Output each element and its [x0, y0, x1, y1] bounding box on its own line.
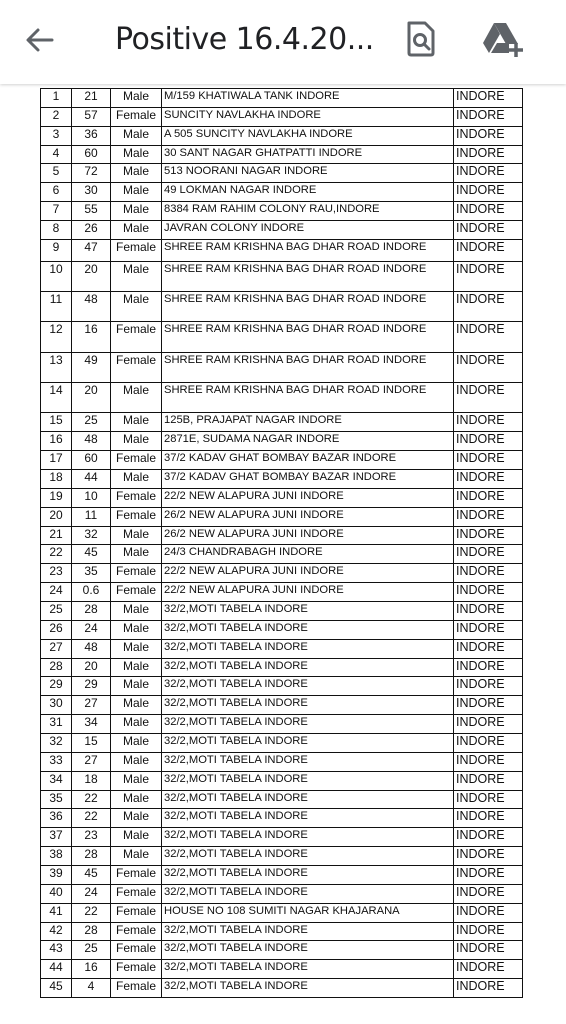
- table-row: [41, 221, 523, 240]
- serial-cell: 3: [41, 126, 72, 145]
- serial-cell: 7: [41, 202, 72, 221]
- serial-cell: 42: [41, 922, 72, 941]
- serial-cell: 43: [41, 941, 72, 960]
- serial-cell: 39: [41, 865, 72, 884]
- serial-cell: 18: [41, 469, 72, 488]
- age-cell: 20: [72, 261, 111, 291]
- age-cell: 44: [72, 469, 111, 488]
- gender-cell: Female: [111, 941, 162, 960]
- age-cell: 27: [72, 696, 111, 715]
- city-cell: INDORE: [454, 884, 523, 903]
- serial-cell: 27: [41, 639, 72, 658]
- age-cell: 10: [72, 488, 111, 507]
- address-cell: 22/2 NEW ALAPURA JUNI INDORE: [162, 488, 454, 507]
- city-cell: INDORE: [454, 677, 523, 696]
- serial-cell: 5: [41, 164, 72, 183]
- table-row: [41, 809, 523, 828]
- serial-cell: 33: [41, 752, 72, 771]
- gender-cell: Male: [111, 292, 162, 322]
- table-row: [41, 583, 523, 602]
- city-cell: INDORE: [454, 847, 523, 866]
- address-cell: 32/2,MOTI TABELA INDORE: [162, 847, 454, 866]
- age-cell: 0.6: [72, 583, 111, 602]
- city-cell: INDORE: [454, 903, 523, 922]
- address-cell: M/159 KHATIWALA TANK INDORE: [162, 89, 454, 108]
- gender-cell: Female: [111, 979, 162, 998]
- table-row: [41, 322, 523, 352]
- age-cell: 15: [72, 733, 111, 752]
- age-cell: 45: [72, 865, 111, 884]
- serial-cell: 32: [41, 733, 72, 752]
- age-cell: 25: [72, 941, 111, 960]
- gender-cell: Female: [111, 960, 162, 979]
- city-cell: INDORE: [454, 507, 523, 526]
- gender-cell: Male: [111, 202, 162, 221]
- gender-cell: Male: [111, 677, 162, 696]
- city-cell: INDORE: [454, 733, 523, 752]
- table-row: [41, 261, 523, 291]
- address-cell: 26/2 NEW ALAPURA JUNI INDORE: [162, 507, 454, 526]
- gender-cell: Male: [111, 526, 162, 545]
- table-row: [41, 432, 523, 451]
- serial-cell: 16: [41, 432, 72, 451]
- city-cell: INDORE: [454, 941, 523, 960]
- age-cell: 48: [72, 639, 111, 658]
- serial-cell: 1: [41, 89, 72, 108]
- age-cell: 18: [72, 771, 111, 790]
- gender-cell: Male: [111, 809, 162, 828]
- age-cell: 28: [72, 847, 111, 866]
- age-cell: 22: [72, 790, 111, 809]
- serial-cell: 25: [41, 601, 72, 620]
- address-cell: 32/2,MOTI TABELA INDORE: [162, 677, 454, 696]
- table-row: [41, 979, 523, 998]
- gender-cell: Male: [111, 601, 162, 620]
- gender-cell: Female: [111, 583, 162, 602]
- gender-cell: Male: [111, 432, 162, 451]
- gender-cell: Male: [111, 126, 162, 145]
- table-row: [41, 865, 523, 884]
- age-cell: 20: [72, 383, 111, 413]
- table-row: [41, 847, 523, 866]
- table-row: [41, 164, 523, 183]
- table-row: [41, 383, 523, 413]
- age-cell: 22: [72, 903, 111, 922]
- city-cell: INDORE: [454, 658, 523, 677]
- table-row: [41, 292, 523, 322]
- city-cell: INDORE: [454, 107, 523, 126]
- city-cell: INDORE: [454, 322, 523, 352]
- gender-cell: Male: [111, 696, 162, 715]
- table-row: [41, 620, 523, 639]
- age-cell: 72: [72, 164, 111, 183]
- address-cell: 32/2,MOTI TABELA INDORE: [162, 620, 454, 639]
- table-row: [41, 771, 523, 790]
- serial-cell: 37: [41, 828, 72, 847]
- age-cell: 35: [72, 564, 111, 583]
- gender-cell: Female: [111, 107, 162, 126]
- address-cell: A 505 SUNCITY NAVLAKHA INDORE: [162, 126, 454, 145]
- table-row: [41, 960, 523, 979]
- table-row: [41, 790, 523, 809]
- address-cell: 8384 RAM RAHIM COLONY RAU,INDORE: [162, 202, 454, 221]
- address-cell: SHREE RAM KRISHNA BAG DHAR ROAD INDORE: [162, 322, 454, 352]
- city-cell: INDORE: [454, 352, 523, 382]
- age-cell: 48: [72, 292, 111, 322]
- gender-cell: Female: [111, 322, 162, 352]
- city-cell: INDORE: [454, 583, 523, 602]
- gender-cell: Female: [111, 903, 162, 922]
- city-cell: INDORE: [454, 828, 523, 847]
- table-row: [41, 941, 523, 960]
- serial-cell: 20: [41, 507, 72, 526]
- address-cell: 24/3 CHANDRABAGH INDORE: [162, 545, 454, 564]
- serial-cell: 23: [41, 564, 72, 583]
- serial-cell: 31: [41, 715, 72, 734]
- table-row: [41, 639, 523, 658]
- address-cell: 32/2,MOTI TABELA INDORE: [162, 884, 454, 903]
- address-cell: SUNCITY NAVLAKHA INDORE: [162, 107, 454, 126]
- serial-cell: 6: [41, 183, 72, 202]
- serial-cell: 19: [41, 488, 72, 507]
- age-cell: 22: [72, 809, 111, 828]
- address-cell: 32/2,MOTI TABELA INDORE: [162, 771, 454, 790]
- age-cell: 29: [72, 677, 111, 696]
- address-cell: 513 NOORANI NAGAR INDORE: [162, 164, 454, 183]
- address-cell: 32/2,MOTI TABELA INDORE: [162, 941, 454, 960]
- gender-cell: Male: [111, 733, 162, 752]
- table-row: [41, 89, 523, 108]
- back-button[interactable]: [20, 20, 60, 60]
- document-page: [40, 88, 522, 998]
- gender-cell: Female: [111, 239, 162, 261]
- serial-cell: 15: [41, 413, 72, 432]
- gender-cell: Male: [111, 413, 162, 432]
- table-row: [41, 715, 523, 734]
- city-cell: INDORE: [454, 432, 523, 451]
- serial-cell: 2: [41, 107, 72, 126]
- gender-cell: Male: [111, 183, 162, 202]
- city-cell: INDORE: [454, 696, 523, 715]
- table-row: [41, 507, 523, 526]
- address-cell: 32/2,MOTI TABELA INDORE: [162, 922, 454, 941]
- age-cell: 16: [72, 960, 111, 979]
- serial-cell: 40: [41, 884, 72, 903]
- address-cell: 32/2,MOTI TABELA INDORE: [162, 696, 454, 715]
- serial-cell: 9: [41, 239, 72, 261]
- gender-cell: Male: [111, 828, 162, 847]
- age-cell: 55: [72, 202, 111, 221]
- gender-cell: Male: [111, 261, 162, 291]
- serial-cell: 4: [41, 145, 72, 164]
- serial-cell: 8: [41, 221, 72, 240]
- document-title: Positive 16.4.20...: [115, 22, 374, 57]
- table-row: [41, 469, 523, 488]
- age-cell: 34: [72, 715, 111, 734]
- city-cell: INDORE: [454, 526, 523, 545]
- address-cell: SHREE RAM KRISHNA BAG DHAR ROAD INDORE: [162, 239, 454, 261]
- gender-cell: Male: [111, 847, 162, 866]
- age-cell: 28: [72, 922, 111, 941]
- address-cell: 32/2,MOTI TABELA INDORE: [162, 979, 454, 998]
- age-cell: 24: [72, 620, 111, 639]
- gender-cell: Male: [111, 383, 162, 413]
- search-document-icon: [405, 20, 437, 58]
- address-cell: SHREE RAM KRISHNA BAG DHAR ROAD INDORE: [162, 261, 454, 291]
- serial-cell: 38: [41, 847, 72, 866]
- table-row: [41, 677, 523, 696]
- gender-cell: Male: [111, 221, 162, 240]
- serial-cell: 41: [41, 903, 72, 922]
- city-cell: INDORE: [454, 451, 523, 470]
- address-cell: 32/2,MOTI TABELA INDORE: [162, 733, 454, 752]
- add-to-drive-icon: [481, 20, 525, 58]
- age-cell: 28: [72, 601, 111, 620]
- age-cell: 60: [72, 145, 111, 164]
- table-row: [41, 183, 523, 202]
- address-cell: SHREE RAM KRISHNA BAG DHAR ROAD INDORE: [162, 383, 454, 413]
- gender-cell: Male: [111, 771, 162, 790]
- city-cell: INDORE: [454, 620, 523, 639]
- table-row: [41, 752, 523, 771]
- serial-cell: 10: [41, 261, 72, 291]
- table-row: [41, 107, 523, 126]
- city-cell: INDORE: [454, 145, 523, 164]
- serial-cell: 13: [41, 352, 72, 382]
- address-cell: 125B, PRAJAPAT NAGAR INDORE: [162, 413, 454, 432]
- gender-cell: Male: [111, 639, 162, 658]
- city-cell: INDORE: [454, 239, 523, 261]
- gender-cell: Female: [111, 884, 162, 903]
- address-cell: 32/2,MOTI TABELA INDORE: [162, 601, 454, 620]
- address-cell: 32/2,MOTI TABELA INDORE: [162, 752, 454, 771]
- table-row: [41, 922, 523, 941]
- table-row: [41, 884, 523, 903]
- city-cell: INDORE: [454, 601, 523, 620]
- age-cell: 60: [72, 451, 111, 470]
- serial-cell: 29: [41, 677, 72, 696]
- age-cell: 47: [72, 239, 111, 261]
- table-row: [41, 828, 523, 847]
- address-cell: SHREE RAM KRISHNA BAG DHAR ROAD INDORE: [162, 352, 454, 382]
- city-cell: INDORE: [454, 979, 523, 998]
- address-cell: 32/2,MOTI TABELA INDORE: [162, 790, 454, 809]
- age-cell: 27: [72, 752, 111, 771]
- serial-cell: 35: [41, 790, 72, 809]
- age-cell: 49: [72, 352, 111, 382]
- city-cell: INDORE: [454, 202, 523, 221]
- gender-cell: Male: [111, 790, 162, 809]
- age-cell: 30: [72, 183, 111, 202]
- address-cell: 26/2 NEW ALAPURA JUNI INDORE: [162, 526, 454, 545]
- age-cell: 48: [72, 432, 111, 451]
- gender-cell: Female: [111, 451, 162, 470]
- address-cell: 32/2,MOTI TABELA INDORE: [162, 809, 454, 828]
- serial-cell: 21: [41, 526, 72, 545]
- address-cell: 37/2 KADAV GHAT BOMBAY BAZAR INDORE: [162, 469, 454, 488]
- gender-cell: Male: [111, 164, 162, 183]
- table-row: [41, 202, 523, 221]
- age-cell: 16: [72, 322, 111, 352]
- city-cell: INDORE: [454, 183, 523, 202]
- address-cell: 30 SANT NAGAR GHATPATTI INDORE: [162, 145, 454, 164]
- gender-cell: Female: [111, 564, 162, 583]
- gender-cell: Male: [111, 469, 162, 488]
- gender-cell: Male: [111, 89, 162, 108]
- age-cell: 11: [72, 507, 111, 526]
- table-row: [41, 545, 523, 564]
- city-cell: INDORE: [454, 292, 523, 322]
- arrow-back-icon: [24, 24, 56, 56]
- city-cell: INDORE: [454, 564, 523, 583]
- serial-cell: 24: [41, 583, 72, 602]
- age-cell: 20: [72, 658, 111, 677]
- table-row: [41, 696, 523, 715]
- age-cell: 24: [72, 884, 111, 903]
- table-row: [41, 488, 523, 507]
- city-cell: INDORE: [454, 752, 523, 771]
- city-cell: INDORE: [454, 89, 523, 108]
- gender-cell: Male: [111, 545, 162, 564]
- gender-cell: Male: [111, 658, 162, 677]
- city-cell: INDORE: [454, 221, 523, 240]
- city-cell: INDORE: [454, 771, 523, 790]
- serial-cell: 30: [41, 696, 72, 715]
- city-cell: INDORE: [454, 126, 523, 145]
- gender-cell: Female: [111, 352, 162, 382]
- address-cell: 32/2,MOTI TABELA INDORE: [162, 715, 454, 734]
- address-cell: 37/2 KADAV GHAT BOMBAY BAZAR INDORE: [162, 451, 454, 470]
- table-row: [41, 126, 523, 145]
- table-row: [41, 413, 523, 432]
- address-cell: 32/2,MOTI TABELA INDORE: [162, 960, 454, 979]
- city-cell: INDORE: [454, 383, 523, 413]
- serial-cell: 44: [41, 960, 72, 979]
- gender-cell: Male: [111, 145, 162, 164]
- address-cell: 32/2,MOTI TABELA INDORE: [162, 865, 454, 884]
- table-row: [41, 733, 523, 752]
- serial-cell: 11: [41, 292, 72, 322]
- find-in-document-button[interactable]: [400, 18, 442, 60]
- table-row: [41, 601, 523, 620]
- address-cell: 32/2,MOTI TABELA INDORE: [162, 828, 454, 847]
- serial-cell: 36: [41, 809, 72, 828]
- age-cell: 45: [72, 545, 111, 564]
- serial-cell: 12: [41, 322, 72, 352]
- serial-cell: 26: [41, 620, 72, 639]
- serial-cell: 17: [41, 451, 72, 470]
- address-cell: 22/2 NEW ALAPURA JUNI INDORE: [162, 583, 454, 602]
- gender-cell: Male: [111, 752, 162, 771]
- address-cell: SHREE RAM KRISHNA BAG DHAR ROAD INDORE: [162, 292, 454, 322]
- city-cell: INDORE: [454, 790, 523, 809]
- table-row: [41, 564, 523, 583]
- table-row: [41, 352, 523, 382]
- gender-cell: Female: [111, 507, 162, 526]
- city-cell: INDORE: [454, 488, 523, 507]
- table-row: [41, 903, 523, 922]
- app-bar: [0, 0, 566, 84]
- table-row: [41, 658, 523, 677]
- city-cell: INDORE: [454, 413, 523, 432]
- city-cell: INDORE: [454, 639, 523, 658]
- address-cell: HOUSE NO 108 SUMITI NAGAR KHAJARANA: [162, 903, 454, 922]
- patients-table: [40, 88, 523, 998]
- address-cell: JAVRAN COLONY INDORE: [162, 221, 454, 240]
- age-cell: 25: [72, 413, 111, 432]
- age-cell: 23: [72, 828, 111, 847]
- table-row: [41, 451, 523, 470]
- age-cell: 26: [72, 221, 111, 240]
- city-cell: INDORE: [454, 715, 523, 734]
- table-row: [41, 526, 523, 545]
- city-cell: INDORE: [454, 469, 523, 488]
- table-row: [41, 145, 523, 164]
- gender-cell: Female: [111, 865, 162, 884]
- city-cell: INDORE: [454, 261, 523, 291]
- address-cell: 32/2,MOTI TABELA INDORE: [162, 658, 454, 677]
- serial-cell: 34: [41, 771, 72, 790]
- city-cell: INDORE: [454, 960, 523, 979]
- city-cell: INDORE: [454, 164, 523, 183]
- city-cell: INDORE: [454, 865, 523, 884]
- age-cell: 4: [72, 979, 111, 998]
- address-cell: 2871E, SUDAMA NAGAR INDORE: [162, 432, 454, 451]
- gender-cell: Male: [111, 620, 162, 639]
- gender-cell: Female: [111, 922, 162, 941]
- table-row: [41, 239, 523, 261]
- address-cell: 49 LOKMAN NAGAR INDORE: [162, 183, 454, 202]
- city-cell: INDORE: [454, 545, 523, 564]
- gender-cell: Male: [111, 715, 162, 734]
- age-cell: 36: [72, 126, 111, 145]
- add-to-drive-button[interactable]: [480, 18, 526, 60]
- age-cell: 32: [72, 526, 111, 545]
- address-cell: 32/2,MOTI TABELA INDORE: [162, 639, 454, 658]
- serial-cell: 45: [41, 979, 72, 998]
- city-cell: INDORE: [454, 809, 523, 828]
- city-cell: INDORE: [454, 922, 523, 941]
- age-cell: 21: [72, 89, 111, 108]
- serial-cell: 28: [41, 658, 72, 677]
- address-cell: 22/2 NEW ALAPURA JUNI INDORE: [162, 564, 454, 583]
- serial-cell: 14: [41, 383, 72, 413]
- serial-cell: 22: [41, 545, 72, 564]
- gender-cell: Female: [111, 488, 162, 507]
- age-cell: 57: [72, 107, 111, 126]
